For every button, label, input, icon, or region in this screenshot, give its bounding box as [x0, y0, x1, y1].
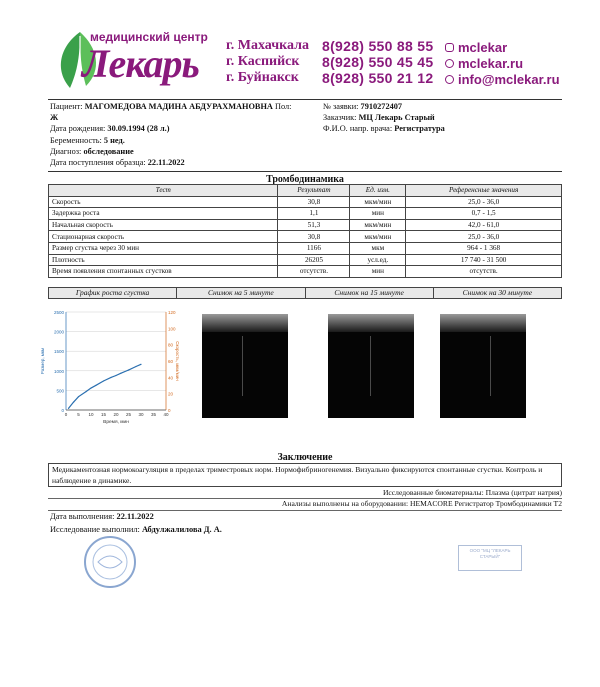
images-header-cell: Снимок на 15 минуте [306, 288, 434, 298]
x-axis-label: Время, мин [103, 420, 129, 425]
y2-tick-label: 40 [168, 375, 174, 381]
y2-tick-label: 120 [168, 310, 176, 315]
x-tick-label: 5 [77, 412, 80, 417]
y-axis-label: Размер, мкм [40, 347, 45, 375]
table-row: Задержка роста 1,1 мин 0,7 - 1,5 [49, 208, 562, 220]
data-point [78, 396, 79, 397]
y-tick-label: 1000 [53, 368, 64, 374]
y-tick-label: 2000 [53, 329, 64, 335]
clot-photo-30min [440, 314, 526, 418]
completion-date: 22.11.2022 [116, 512, 154, 521]
patient-sex: Ж [50, 113, 59, 123]
data-point [90, 387, 91, 388]
results-table [48, 184, 562, 278]
data-point [68, 408, 69, 409]
instagram-icon [445, 43, 454, 52]
patient-diagnosis: обследование [83, 146, 134, 156]
y-tick-label: 500 [56, 388, 64, 394]
divider [48, 99, 562, 100]
materials-info [48, 488, 562, 511]
data-point [103, 380, 104, 381]
data-point [128, 369, 129, 370]
data-point [135, 366, 136, 367]
x-tick-label: 0 [64, 412, 68, 417]
email-link[interactable]: info@mclekar.ru [445, 72, 560, 88]
order-info: № заявки: 7910272407 Заказчик: МЦ Лекарь Старый Ф.И.О. напр. врача: Регистратура [323, 102, 445, 134]
x-tick-label: 30 [138, 412, 144, 417]
table-row: Начальная скорость 51,3 мкм/мин 42,0 - 61,0 [49, 219, 562, 231]
x-tick-label: 35 [150, 412, 157, 417]
data-point [110, 377, 111, 378]
column-header: Тест [49, 185, 278, 197]
x-tick-label: 10 [88, 412, 94, 417]
y2-axis-label: Скорость, мкм/мин [175, 341, 180, 381]
divider [48, 171, 562, 172]
phone-item: 8(928) 550 45 45 [322, 54, 434, 70]
y2-tick-label: 20 [168, 391, 174, 397]
table-row: Стационарная скорость 30,8 мкм/мин 25,0 - 36,0 [49, 231, 562, 243]
order-customer: МЦ Лекарь Старый [358, 113, 435, 123]
logo-subtitle: медицинский центр [90, 30, 208, 44]
phone-item: 8(928) 550 21 12 [322, 70, 434, 86]
phone-list [322, 38, 433, 86]
y2-tick-label: 80 [168, 342, 174, 348]
data-point [85, 391, 86, 392]
conclusion-title: Заключение [277, 452, 333, 463]
clot-growth-chart [36, 306, 178, 426]
round-stamp-icon [80, 534, 140, 590]
phone-item: 8(928) 550 88 55 [322, 38, 434, 54]
performer-name: Абдулжалилова Д. А. [141, 525, 222, 534]
data-point [73, 402, 74, 403]
data-point [115, 375, 116, 376]
y2-tick-label: 60 [168, 359, 174, 364]
x-tick-label: 40 [163, 412, 169, 417]
images-header-cell: Снимок на 5 минуте [177, 288, 305, 298]
clinic-logo [50, 26, 220, 96]
data-point [120, 373, 121, 374]
table-row: Время появления спонтанных сгустков отсутств. мин отсутств. [49, 266, 562, 278]
y-tick-label: 2500 [53, 310, 64, 315]
images-header-cell: График роста сгустка [49, 288, 177, 298]
x-tick-label: 25 [125, 412, 132, 417]
y2-tick-label: 100 [168, 326, 176, 332]
patient-pregnancy: 5 нед. [103, 135, 125, 145]
y-tick-label: 1500 [53, 349, 64, 355]
section-title: Тромбодинамика [266, 174, 344, 185]
table-row: Размер сгустка через 30 мин 1166 мкм 964 - 1 368 [49, 242, 562, 254]
city-item: г. Махачкала [226, 38, 309, 53]
column-header: Ед. изм. [350, 185, 406, 197]
contact-list [445, 40, 560, 88]
x-tick-label: 15 [100, 412, 107, 417]
biomaterial-line: Исследованные биоматериалы: Плазма (цитрат натрия) [48, 488, 562, 499]
logo-name: Лекарь [82, 41, 199, 86]
conclusion-text: Медикаментозная нормокоагуляция в пределах триместровых норм. Нормофибриногенемия. Визуально фиксируются спонтанные сгустки. Контроль и наблюдение в динамике. [48, 463, 562, 487]
email-icon [445, 75, 454, 84]
table-header-row [49, 185, 562, 197]
globe-icon [445, 59, 454, 68]
completion-info: Дата выполнения: 22.11.2022 Исследование выполнил: Абдулжалилова Д. А. [50, 512, 222, 534]
patient-name: МАГОМЕДОВА МАДИНА АБДУРАХМАНОВНА [84, 102, 273, 111]
order-doctor: Регистратура [394, 124, 445, 134]
data-point [95, 385, 96, 386]
y-tick-label: 0 [61, 408, 64, 413]
clot-photo-5min [202, 314, 288, 418]
clot-photo-15min [328, 314, 414, 418]
column-header: Референсные значения [406, 185, 562, 197]
patient-dob: 30.09.1994 (28 л.) [107, 124, 170, 134]
table-row: Скорость 30,8 мкм/мин 25,0 - 36,0 [49, 196, 562, 208]
data-point [140, 364, 141, 365]
images-header-cell: Снимок на 30 минуте [462, 288, 533, 297]
city-list [226, 38, 309, 86]
equipment-line: Анализы выполнены на оборудовании: HEMACORE Регистратор Тромбодинамики Т2 [48, 499, 562, 510]
column-header: Результат [278, 185, 350, 197]
website-link[interactable]: mclekar.ru [445, 56, 560, 72]
x-tick-label: 20 [113, 412, 119, 417]
city-item: г. Буйнакск [226, 70, 299, 85]
order-number: 7910272407 [360, 102, 403, 111]
table-row: Плотность 26205 усл.ед. 17 740 - 31 500 [49, 254, 562, 266]
y2-tick-label: 0 [168, 408, 171, 413]
rectangular-stamp: ООО "МЦ "ЛЕКАРЬ СТАРЫЙ" [458, 545, 522, 571]
patient-info: Пациент: МАГОМЕДОВА МАДИНА АБДУРАХМАНОВНА Пол: Ж Дата рождения: 30.09.1994 (28 л.) Беременность: 5 нед. Диагноз: обследование Дата поступления образца: 22.11.2022 [50, 102, 292, 168]
sample-received-date: 22.11.2022 [147, 158, 185, 168]
city-item: г. Каспийск [226, 54, 300, 69]
instagram-link[interactable]: mclekar [445, 40, 560, 56]
images-header [48, 287, 562, 299]
